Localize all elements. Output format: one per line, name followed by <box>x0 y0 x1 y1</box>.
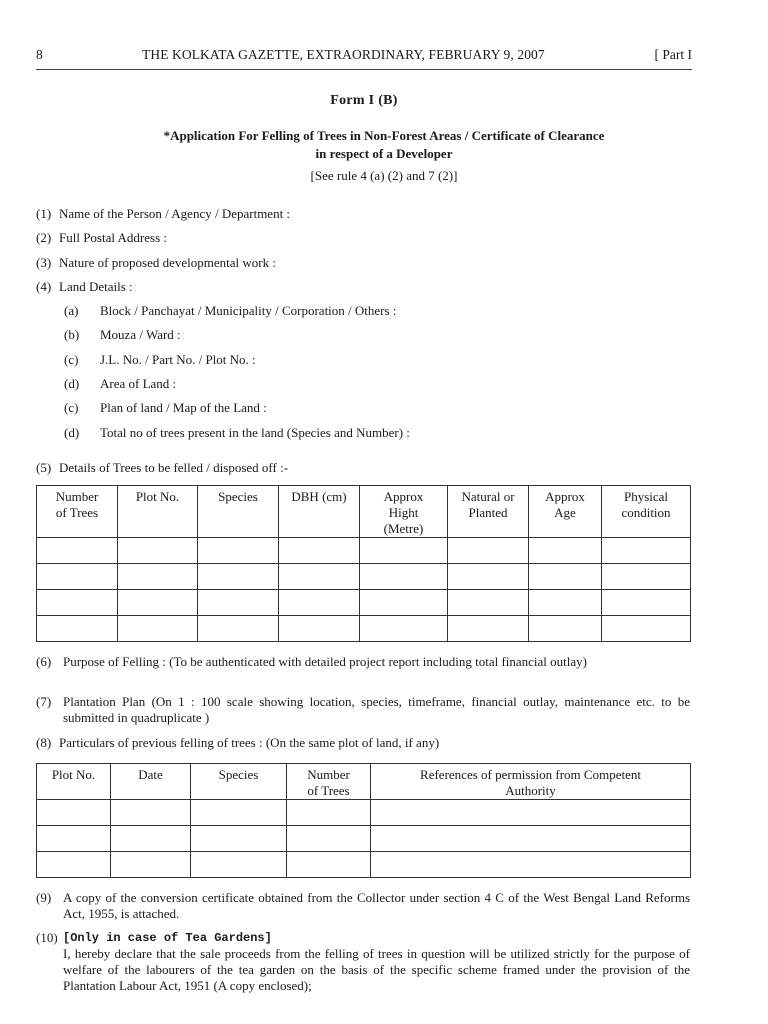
table-cell[interactable] <box>602 538 691 564</box>
table-cell[interactable] <box>37 564 118 590</box>
table-cell[interactable] <box>602 564 691 590</box>
table-cell[interactable] <box>371 852 691 878</box>
rule-reference: [See rule 4 (a) (2) and 7 (2)] <box>310 168 458 183</box>
col-header-species: Species <box>191 764 287 800</box>
page-number: 8 <box>36 47 43 62</box>
table-cell[interactable] <box>118 538 198 564</box>
item-2 <box>36 230 696 248</box>
sub-item-text: Total no of trees present in the land (Species and Number) : <box>100 425 410 440</box>
land-detail-d <box>64 376 684 394</box>
table-cell[interactable] <box>602 616 691 642</box>
land-detail-a <box>64 303 684 321</box>
sub-item-letter: (b) <box>64 327 80 342</box>
table-cell[interactable] <box>198 590 279 616</box>
table-row <box>37 826 691 852</box>
item-10-content <box>63 930 690 994</box>
table-cell[interactable] <box>529 538 602 564</box>
table-row <box>37 538 691 564</box>
table-cell[interactable] <box>37 852 111 878</box>
col-header-plot-no: Plot No. <box>37 764 111 800</box>
form-title: Form I (B) <box>330 93 398 108</box>
item-text: Details of Trees to be felled / disposed off :- <box>59 460 289 475</box>
table-cell[interactable] <box>198 616 279 642</box>
item-text: Nature of proposed developmental work : <box>59 255 276 270</box>
item-text: Name of the Person / Agency / Department : <box>59 206 291 221</box>
sub-item-text: Area of Land : <box>100 376 177 391</box>
page-header <box>36 47 694 69</box>
item-number: (2) <box>36 230 52 245</box>
table-cell[interactable] <box>118 590 198 616</box>
table-cell[interactable] <box>279 616 360 642</box>
table-cell[interactable] <box>37 616 118 642</box>
table-cell[interactable] <box>198 538 279 564</box>
item-4 <box>36 279 696 297</box>
item-number: (3) <box>36 255 52 270</box>
table-cell[interactable] <box>287 800 371 826</box>
table-cell[interactable] <box>287 826 371 852</box>
col-header-number-of-trees: Number of Trees <box>287 764 371 800</box>
land-detail-e <box>64 400 684 418</box>
table-cell[interactable] <box>360 616 448 642</box>
table-cell[interactable] <box>529 590 602 616</box>
item-10 <box>36 930 690 994</box>
table-cell[interactable] <box>37 800 111 826</box>
item-text: A copy of the conversion certificate obtained from the Collector under section 4 C of the West Bengal Land Reforms Act, 1955, is attached. <box>63 890 690 921</box>
item-number: (9) <box>36 890 52 905</box>
table-cell[interactable] <box>279 538 360 564</box>
table-cell[interactable] <box>111 826 191 852</box>
item-text: Land Details : <box>59 279 133 294</box>
col-header-date: Date <box>111 764 191 800</box>
sub-item-letter: (d) <box>64 425 80 440</box>
item-7 <box>36 694 690 728</box>
table-cell[interactable] <box>111 852 191 878</box>
table-cell[interactable] <box>191 826 287 852</box>
item-number: (1) <box>36 206 52 221</box>
header-rule <box>36 69 692 70</box>
col-header-species: Species <box>198 486 279 538</box>
table-header-row <box>37 764 691 800</box>
table-cell[interactable] <box>360 564 448 590</box>
table-cell[interactable] <box>360 590 448 616</box>
col-header-dbh: DBH (cm) <box>279 486 360 538</box>
col-header-plot-no: Plot No. <box>118 486 198 538</box>
sub-item-letter: (c) <box>64 400 79 415</box>
table-cell[interactable] <box>279 564 360 590</box>
item-text: Plantation Plan (On 1 : 100 scale showing location, species, timeframe, financial outlay, maintenance etc. to be submitted in quadruplicate ) <box>63 694 690 725</box>
table-cell[interactable] <box>279 590 360 616</box>
table-cell[interactable] <box>37 538 118 564</box>
table-cell[interactable] <box>529 616 602 642</box>
col-header-number-of-trees: Number of Trees <box>37 486 118 538</box>
table-row <box>37 564 691 590</box>
table-row <box>37 852 691 878</box>
table-cell[interactable] <box>118 564 198 590</box>
item-text: Particulars of previous felling of trees : (On the same plot of land, if any) <box>59 735 440 750</box>
item-5 <box>36 460 696 478</box>
item-6 <box>36 654 690 688</box>
part-label: [ Part I <box>654 47 692 62</box>
sub-item-text: J.L. No. / Part No. / Plot No. : <box>100 352 256 367</box>
table-cell[interactable] <box>287 852 371 878</box>
sub-item-text: Block / Panchayat / Municipality / Corporation / Others : <box>100 303 397 318</box>
item-text: I, hereby declare that the sale proceeds from the felling of trees in question will be utilized strictly for the purpose of welfare of the labourers of the tea garden on the basis of the specific scheme framed under the provision of the Plantation Labour Act, 1951 (A copy enclosed); <box>63 946 690 993</box>
table-cell[interactable] <box>191 852 287 878</box>
land-detail-b <box>64 327 684 345</box>
sub-item-letter: (a) <box>64 303 79 318</box>
item-9 <box>36 890 690 924</box>
col-header-physical-condition: Physical condition <box>602 486 691 538</box>
table-cell[interactable] <box>371 826 691 852</box>
item-number: (7) <box>36 694 52 709</box>
item-10-heading: [Only in case of Tea Gardens] <box>63 931 272 945</box>
land-detail-f <box>64 425 684 443</box>
item-text: Full Postal Address : <box>59 230 167 245</box>
table-cell[interactable] <box>448 538 529 564</box>
item-number: (4) <box>36 279 52 294</box>
table-cell[interactable] <box>37 826 111 852</box>
col-header-references: References of permission from Competent Authority <box>371 764 691 800</box>
table-cell[interactable] <box>602 590 691 616</box>
form-subtitle-line1: *Application For Felling of Trees in Non-Forest Areas / Certificate of Clearance <box>163 128 605 143</box>
col-header-approx-hight: Approx Hight (Metre) <box>360 486 448 538</box>
sub-item-letter: (c) <box>64 352 79 367</box>
previous-felling-table <box>36 763 691 878</box>
table-row <box>37 590 691 616</box>
table-cell[interactable] <box>198 564 279 590</box>
table-cell[interactable] <box>191 800 287 826</box>
table-cell[interactable] <box>118 616 198 642</box>
table-cell[interactable] <box>529 564 602 590</box>
table-cell[interactable] <box>37 590 118 616</box>
item-text: Purpose of Felling : (To be authenticated with detailed project report including total financial outlay) <box>63 654 587 669</box>
item-number: (6) <box>36 654 52 669</box>
table-row <box>37 800 691 826</box>
table-cell[interactable] <box>448 616 529 642</box>
table-cell[interactable] <box>448 590 529 616</box>
table-header-row <box>37 486 691 538</box>
item-3 <box>36 255 696 273</box>
item-number: (5) <box>36 460 52 475</box>
item-number: (10) <box>36 930 58 945</box>
trees-to-be-felled-table <box>36 485 691 642</box>
form-subtitle-line2: in respect of a Developer <box>315 146 453 161</box>
item-number: (8) <box>36 735 52 750</box>
item-1 <box>36 206 696 224</box>
sub-item-text: Plan of land / Map of the Land : <box>100 400 267 415</box>
table-cell[interactable] <box>111 800 191 826</box>
table-cell[interactable] <box>360 538 448 564</box>
item-8 <box>36 735 696 753</box>
land-detail-c <box>64 352 684 370</box>
table-cell[interactable] <box>371 800 691 826</box>
sub-item-letter: (d) <box>64 376 80 391</box>
gazette-title: THE KOLKATA GAZETTE, EXTRAORDINARY, FEBRUARY 9, 2007 <box>142 47 545 62</box>
col-header-natural-or-planted: Natural or Planted <box>448 486 529 538</box>
table-row <box>37 616 691 642</box>
sub-item-text: Mouza / Ward : <box>100 327 181 342</box>
col-header-approx-age: Approx Age <box>529 486 602 538</box>
table-cell[interactable] <box>448 564 529 590</box>
